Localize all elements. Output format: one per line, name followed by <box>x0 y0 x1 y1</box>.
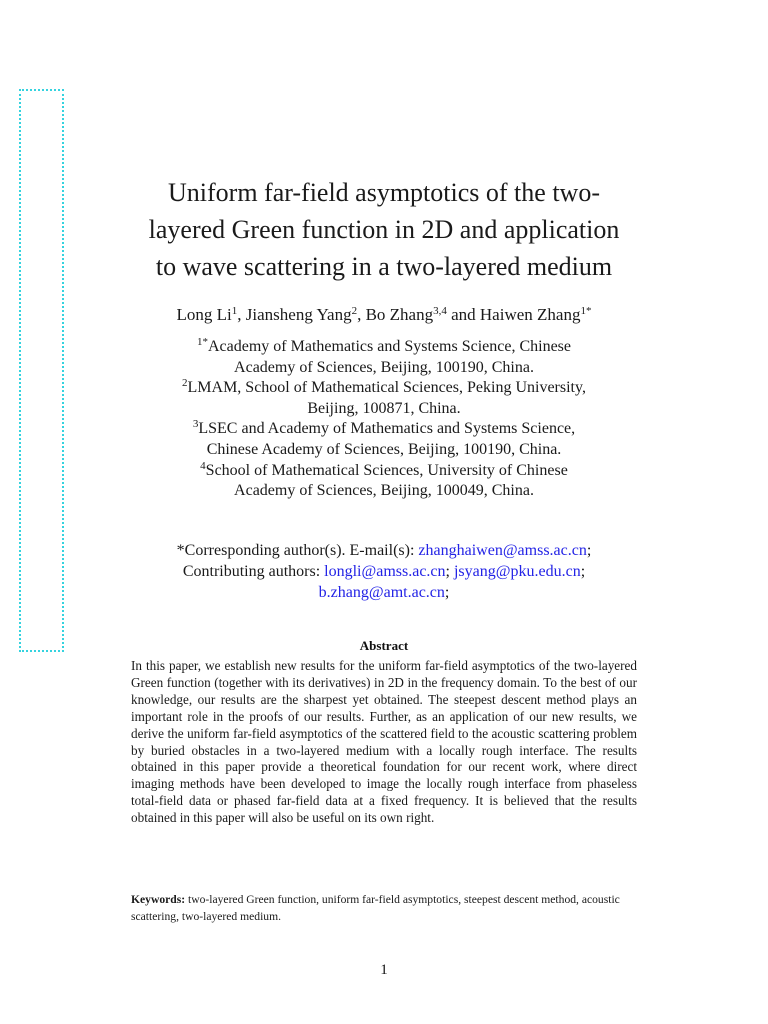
title-line-3: to wave scattering in a two-layered medium <box>155 252 613 281</box>
affiliation-text: LMAM, School of Mathematical Sciences, Peking University, <box>187 379 586 397</box>
contributor-email-link[interactable]: jsyang@pku.edu.cn <box>453 563 581 580</box>
contributor-email-link[interactable]: longli@amss.ac.cn <box>324 563 446 580</box>
affiliation-line: Academy of Sciences, Beijing, 100049, China. <box>234 482 534 500</box>
title-line-1: Uniform far-field asymptotics of the two- <box>168 178 600 207</box>
contributing-line-2 <box>60 582 708 603</box>
keywords <box>131 892 637 925</box>
author-separator: , <box>237 305 246 324</box>
contributor-email-link[interactable]: b.zhang@amt.ac.cn <box>318 584 445 601</box>
page-number: 1 <box>380 962 388 978</box>
affiliation-line: Beijing, 100871, China. <box>307 399 461 417</box>
email-separator: ; <box>445 563 454 580</box>
corresponding-email-link[interactable]: zhanghaiwen@amss.ac.cn <box>418 542 587 559</box>
author-name: Bo Zhang <box>365 305 434 324</box>
author-separator: , <box>357 305 366 324</box>
affiliation-mark: 4 <box>200 459 206 472</box>
keywords-text: two-layered Green function, uniform far-field asymptotics, steepest descent method, acoustic scattering, two-layered medium. <box>131 893 620 923</box>
affiliation-line <box>60 378 708 399</box>
author-affil-mark: 3,4 <box>433 305 447 317</box>
contributing-label: Contributing authors: <box>182 563 325 580</box>
affiliation-text: LSEC and Academy of Mathematics and Systems Science, <box>198 420 576 438</box>
contact-block <box>60 540 708 603</box>
affiliation-line: Academy of Sciences, Beijing, 100190, China. <box>234 358 534 376</box>
affiliation-list <box>60 337 708 502</box>
email-separator: ; <box>586 542 592 559</box>
title-line-2: layered Green function in 2D and application <box>148 215 620 244</box>
author-affil-mark: 2 <box>351 305 358 317</box>
affiliation-mark: 1* <box>196 336 208 348</box>
arxiv-sidebar-box <box>19 89 64 652</box>
corresponding-label: *Corresponding author(s). E-mail(s): <box>176 542 419 559</box>
email-separator: ; <box>444 584 450 601</box>
affiliation-mark: 3 <box>192 418 199 431</box>
affiliation-line: Chinese Academy of Sciences, Beijing, 100190, China. <box>206 440 562 458</box>
contributing-line <box>60 561 708 582</box>
author-affil-mark: 1* <box>580 305 592 317</box>
author-affil-mark: 1 <box>231 305 238 317</box>
affiliation-line <box>60 337 708 358</box>
affiliation-line <box>60 461 708 482</box>
author-list <box>60 304 708 326</box>
affiliation-text: School of Mathematical Sciences, University of Chinese <box>205 461 568 479</box>
paper-title <box>60 174 708 285</box>
email-separator: ; <box>580 563 586 580</box>
abstract-text: In this paper, we establish new results for the uniform far-field asymptotics of the two-layered Green function (together with its derivatives) in 2D in the frequency domain. To the best of our knowledge, our results are the sharpest yet obtained. The steepest descent method plays an important role in the proofs of our results. Further, as an application of our new results, we derive the uniform far-field asymptotics of the scattered field to the acoustic scattering problem by buried obstacles in a two-layered medium with a locally rough interface. The results obtained in this paper provide a theoretical foundation for our recent work, where direct imaging methods have been developed to image the locally rough interface from phaseless total-field data or phased far-field data at a fixed frequency. It is believed that the results obtained in this paper will also be useful on its own right. <box>131 658 637 826</box>
author-name: Long Li <box>176 305 232 324</box>
abstract-heading: Abstract <box>359 638 409 653</box>
author-name: Haiwen Zhang <box>479 305 581 324</box>
author-separator: and <box>446 305 480 324</box>
keywords-label: Keywords: <box>131 893 186 906</box>
affiliation-line <box>60 419 708 440</box>
author-name: Jiansheng Yang <box>245 305 352 324</box>
affiliation-mark: 2 <box>182 377 188 390</box>
affiliation-text: Academy of Mathematics and Systems Science, Chinese <box>207 338 571 355</box>
corresponding-line <box>60 540 708 561</box>
